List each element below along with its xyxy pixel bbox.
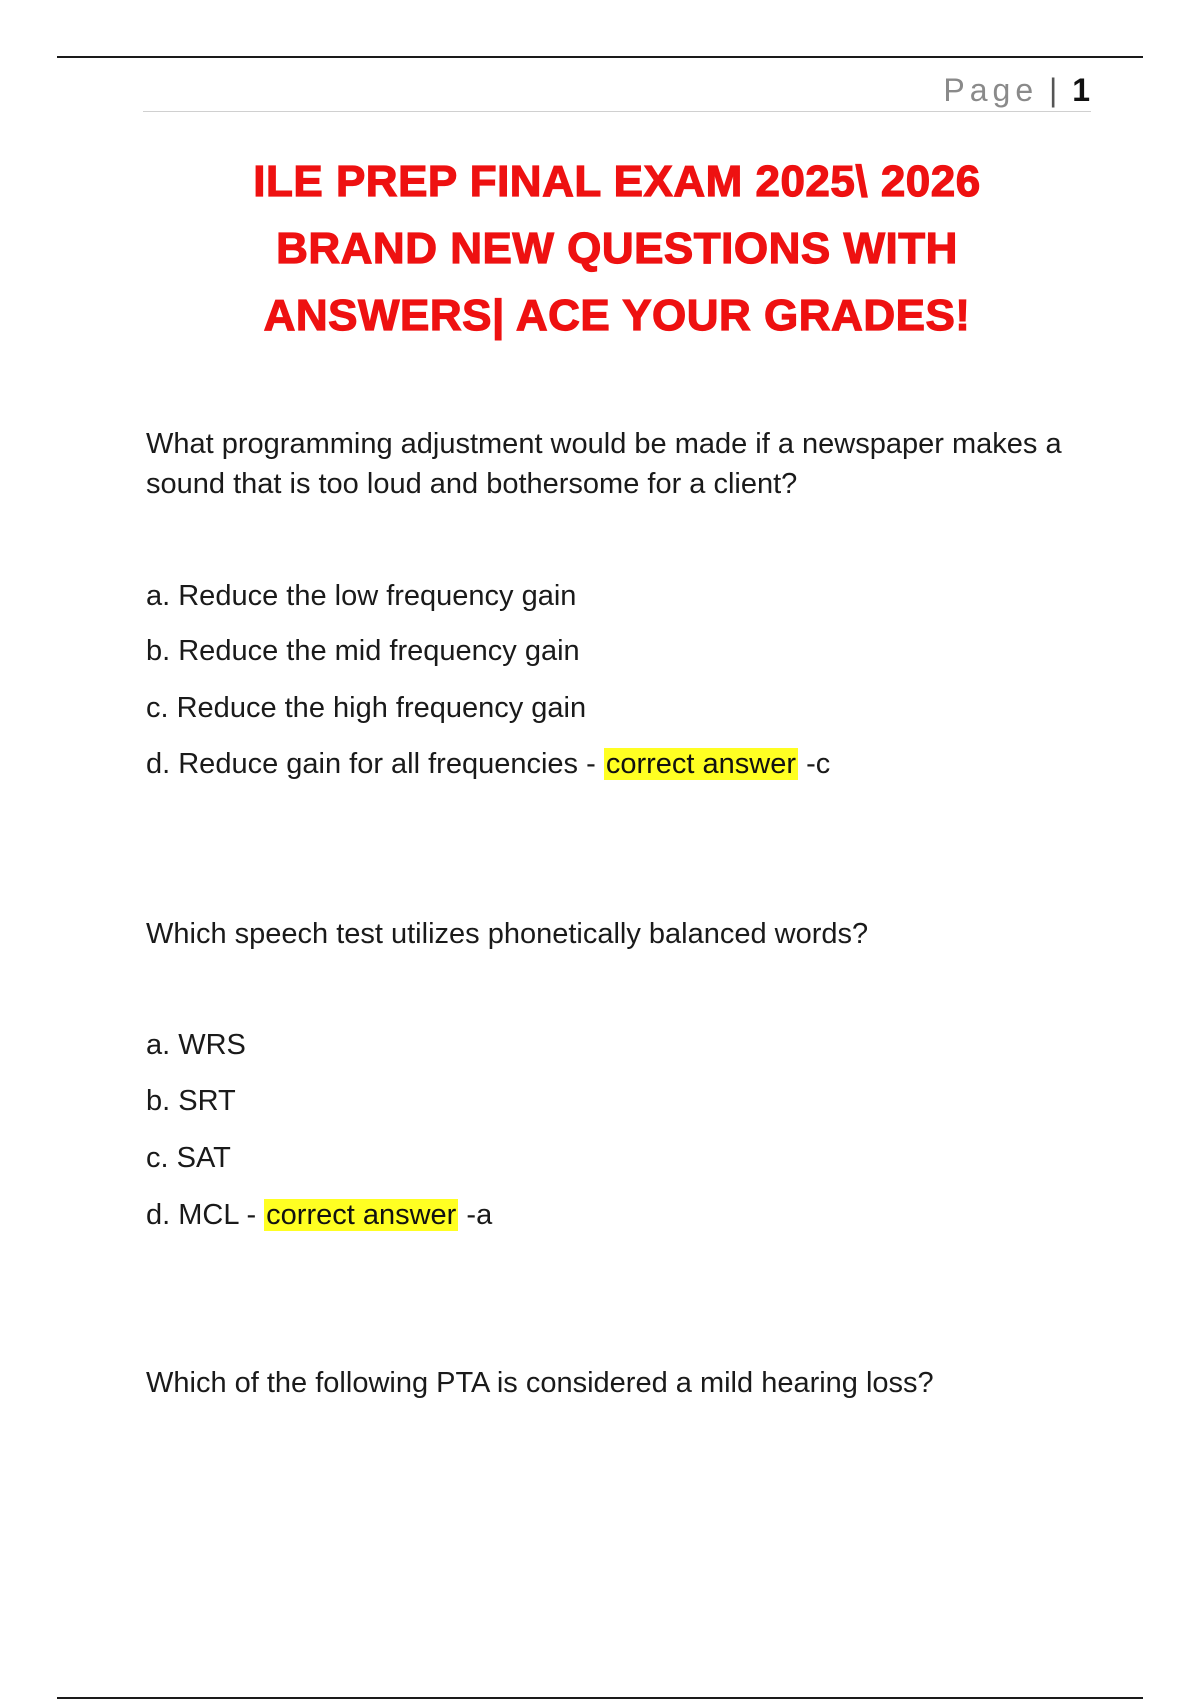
question-2-option-c: c. SAT (146, 1142, 231, 1174)
question-2-option-b: b. SRT (146, 1085, 236, 1117)
question-2-option-d-text: d. MCL - (146, 1199, 257, 1231)
question-3-text: Which of the following PTA is considered a mild hearing loss? (146, 1367, 934, 1399)
question-1-answer-value: -c (806, 748, 831, 780)
question-1-option-d-text: d. Reduce gain for all frequencies - (146, 748, 596, 780)
header-rule (143, 111, 1091, 112)
page-separator: | (1049, 72, 1058, 108)
question-1-option-d (146, 744, 830, 784)
question-1-option-b: b. Reduce the mid frequency gain (146, 635, 580, 667)
bottom-rule (57, 1697, 1143, 1699)
page-number: 1 (1072, 72, 1090, 108)
question-1-correct-answer-highlight: correct answer (605, 748, 796, 780)
page-word: Page (943, 72, 1039, 108)
question-1-option-a: a. Reduce the low frequency gain (146, 580, 577, 612)
title-line-2: BRAND NEW QUESTIONS WITH (276, 224, 958, 273)
question-2-answer-value: -a (466, 1199, 493, 1231)
top-rule (57, 56, 1143, 58)
question-1-option-c: c. Reduce the high frequency gain (146, 692, 587, 724)
question-2-option-a: a. WRS (146, 1029, 246, 1061)
title-line-3: ANSWERS| ACE YOUR GRADES! (263, 291, 971, 340)
page-number-header (943, 72, 1090, 109)
document-title (143, 148, 1091, 349)
title-line-1: ILE PREP FINAL EXAM 2025\ 2026 (253, 157, 981, 206)
question-2-text: Which speech test utilizes phonetically balanced words? (146, 918, 869, 950)
question-2-option-d (146, 1195, 492, 1235)
question-2-correct-answer-highlight: correct answer (266, 1199, 457, 1231)
question-1-text: What programming adjustment would be made if a newspaper makes a sound that is too loud and bothersome for a client? (146, 428, 1062, 500)
